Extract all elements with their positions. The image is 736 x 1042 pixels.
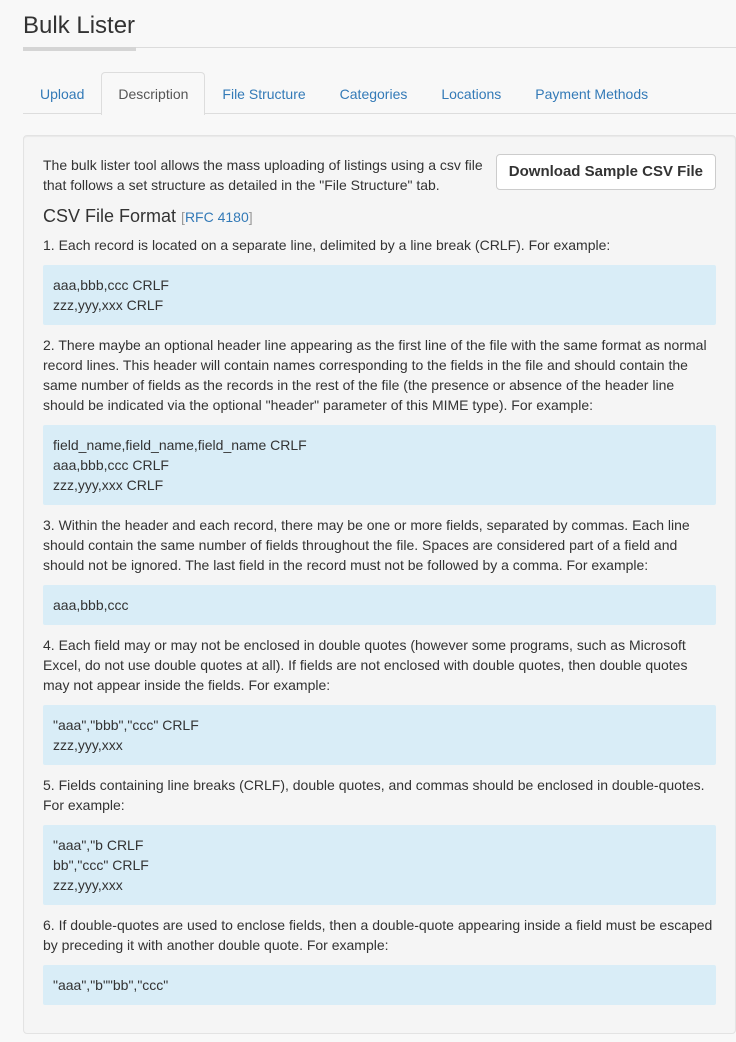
example-line: aaa,bbb,ccc CRLF <box>53 277 169 293</box>
rule-text-2: 2. There maybe an optional header line appearing as the first line of the file with the same format as normal record lines. This header will contain names corresponding to the fields in the file and should contain the same number of fields as the records in the rest of the file (the presence or absence of the header line should be indicated via the optional "header" parameter of this MIME type). For example: <box>43 337 707 413</box>
rule-text-6: 6. If double-quotes are used to enclose fields, then a double-quote appearing inside a field must be escaped by preceding it with another double quote. For example: <box>43 917 713 953</box>
example-block-3 <box>43 585 716 625</box>
tab-locations[interactable]: Locations <box>441 86 502 102</box>
example-line: "aaa","b""bb","ccc" <box>53 977 169 993</box>
example-line: aaa,bbb,ccc <box>53 597 129 613</box>
tab-description[interactable]: Description <box>101 72 205 115</box>
page-header <box>23 10 736 48</box>
rule-text-3: 3. Within the header and each record, there may be one or more fields, separated by commas. Each line should contain the same number of fields throughout the file. Spaces are considered part of a field and should not be ignored. The last field in the record must not be followed by a comma. For example: <box>43 517 690 573</box>
tab-categories[interactable]: Categories <box>339 86 408 102</box>
tab-payment-methods[interactable]: Payment Methods <box>535 86 649 102</box>
example-block-1 <box>43 265 716 325</box>
example-line: "aaa","b CRLF <box>53 837 144 853</box>
title-underline <box>23 47 136 51</box>
download-sample-csv-button[interactable]: Download Sample CSV File <box>496 154 716 190</box>
rule-text-4: 4. Each field may or may not be enclosed in double quotes (however some programs, such as Microsoft Excel, do not use double quotes at all). If fields are not enclosed with double quotes, then double quotes may not appear inside the fields. For example: <box>43 637 688 693</box>
intro-text: The bulk lister tool allows the mass uploading of listings using a csv file that follows a set structure as detailed in the "File Structure" tab. <box>43 157 483 193</box>
example-block-2 <box>43 425 716 505</box>
example-line: field_name,field_name,field_name CRLF <box>53 437 307 453</box>
example-line: zzz,yyy,xxx CRLF <box>53 477 164 493</box>
rfc-bracket-open: [ <box>181 209 185 225</box>
example-line: "aaa","bbb","ccc" CRLF <box>53 717 199 733</box>
example-block-5 <box>43 825 716 905</box>
rfc-bracket-close: ] <box>248 209 253 225</box>
rfc-4180-link[interactable]: RFC 4180 <box>184 209 249 225</box>
tab-upload[interactable]: Upload <box>40 86 85 102</box>
example-line: zzz,yyy,xxx CRLF <box>53 297 164 313</box>
tab-bar <box>23 72 736 114</box>
example-line: zzz,yyy,xxx <box>53 877 123 893</box>
description-panel <box>23 135 736 1034</box>
rules-list <box>43 235 716 1005</box>
tab-file-structure[interactable]: File Structure <box>222 86 306 102</box>
csv-format-heading <box>43 204 716 229</box>
example-line: aaa,bbb,ccc CRLF <box>53 457 169 473</box>
csv-format-title: CSV File Format <box>43 206 177 226</box>
rule-text-1: 1. Each record is located on a separate line, delimited by a line break (CRLF). For example: <box>43 237 611 253</box>
example-block-6 <box>43 965 716 1005</box>
page-title: Bulk Lister <box>23 12 136 39</box>
example-line: zzz,yyy,xxx <box>53 737 123 753</box>
rule-text-5: 5. Fields containing line breaks (CRLF), double quotes, and commas should be enclosed in double-quotes. For example: <box>43 777 705 813</box>
example-block-4 <box>43 705 716 765</box>
example-line: bb","ccc" CRLF <box>53 857 149 873</box>
